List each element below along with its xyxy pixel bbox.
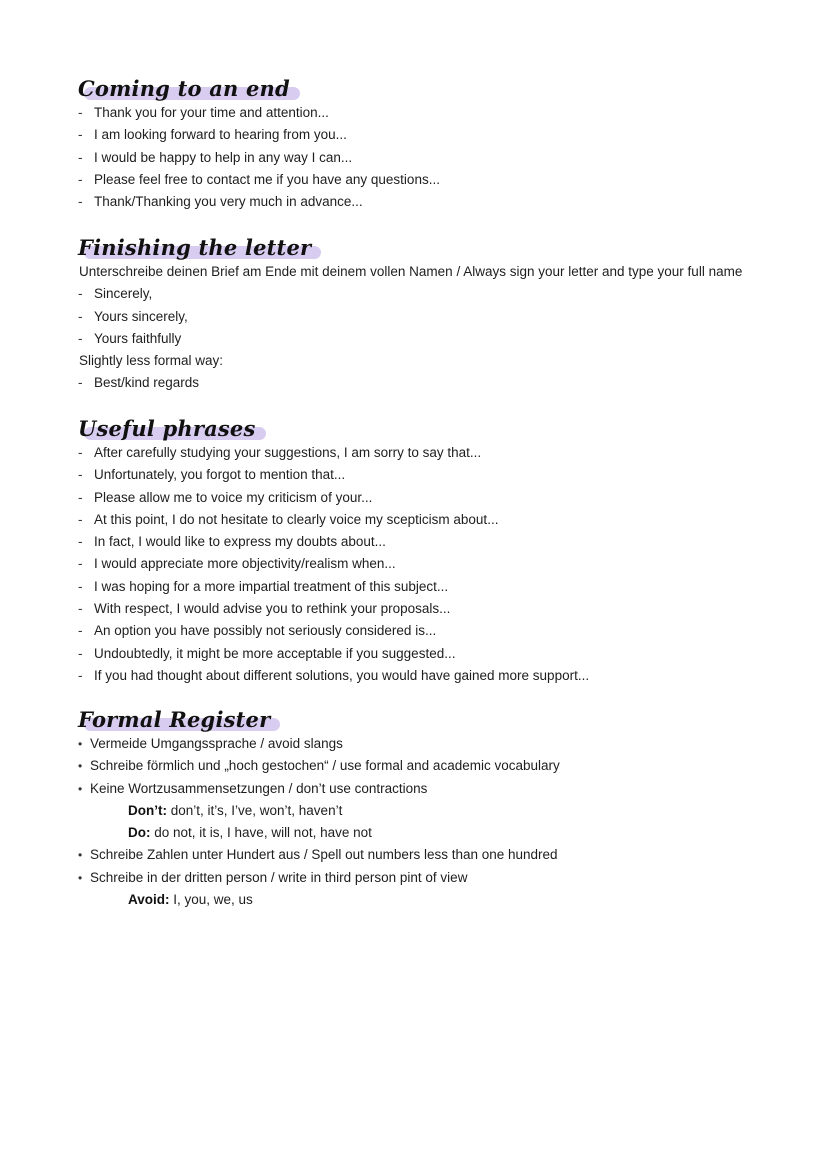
dash-marker: - (78, 105, 83, 120)
list-item: - At this point, I do not hesitate to clearly voice my scepticism about... (78, 509, 778, 531)
list-item: • Keine Wortzusammensetzungen / don’t use contractions (78, 778, 778, 800)
dash-marker: - (78, 149, 83, 165)
list-item: - Best/kind regards (78, 372, 778, 394)
bullet-marker: • (78, 759, 83, 774)
phrase-list (78, 261, 778, 395)
dash-marker: - (78, 286, 83, 302)
less-formal-label: Slightly less formal way: (79, 353, 224, 369)
intro-text: Unterschreibe deinen Brief am Ende mit deinem vollen Namen / Always sign your letter and type your full name (79, 264, 743, 279)
dash-marker: - (78, 171, 83, 187)
do-example: Do: do not, it is, I have, will not, have not (128, 825, 372, 841)
dash-marker: - (78, 645, 83, 661)
list-item: • Schreibe förmlich und „hoch gestochen“ / use formal and academic vocabulary (78, 755, 778, 777)
dash-marker: - (78, 667, 83, 683)
phrase-list (78, 442, 778, 687)
dash-marker: - (78, 375, 83, 391)
list-item: - I would appreciate more objectivity/realism when... (78, 553, 778, 575)
section-coming-to-an-end (78, 76, 778, 213)
bullet-marker: • (78, 848, 83, 863)
section-heading: Formal Register (78, 707, 274, 733)
section-heading: Useful phrases (78, 416, 260, 442)
dash-marker: - (78, 445, 83, 460)
list-item: - I would be happy to help in any way I can... (78, 147, 778, 169)
dash-marker: - (78, 556, 83, 572)
dash-marker: - (78, 127, 83, 143)
dash-marker: - (78, 308, 83, 324)
dont-example: Don’t: don’t, it’s, I’ve, won’t, haven’t (128, 802, 343, 818)
dash-marker: - (78, 623, 83, 639)
avoid-example: Avoid: I, you, we, us (128, 892, 253, 908)
list-item: • Schreibe in der dritten person / write in third person pint of view (78, 867, 778, 889)
section-heading: Finishing the letter (78, 235, 315, 261)
list-item: - Please allow me to voice my criticism of your... (78, 487, 778, 509)
list-item: - An option you have possibly not seriously considered is... (78, 620, 778, 642)
rule-list (78, 733, 778, 911)
dash-marker: - (78, 489, 83, 505)
list-item: - After carefully studying your suggestions, I am sorry to say that... (78, 442, 778, 464)
list-item: - In fact, I would like to express my doubts about... (78, 531, 778, 553)
list-item: - Sincerely, (78, 283, 778, 305)
bullet-marker: • (78, 737, 83, 751)
dash-marker: - (78, 578, 83, 594)
bullet-marker: • (78, 870, 83, 885)
dash-marker: - (78, 467, 83, 483)
section-useful-phrases (78, 416, 778, 687)
list-item: - Yours faithfully (78, 328, 778, 350)
dash-marker: - (78, 194, 83, 210)
section-heading: Coming to an end (78, 76, 294, 102)
list-item: - Thank/Thanking you very much in advance... (78, 191, 778, 213)
avoid-label: Avoid: (128, 892, 170, 908)
dash-marker: - (78, 534, 83, 550)
list-item: - If you had thought about different solutions, you would have gained more support... (78, 665, 778, 687)
section-formal-register (78, 707, 778, 911)
dash-marker: - (78, 330, 83, 346)
phrase-list (78, 102, 778, 213)
list-item: - Yours sincerely, (78, 306, 778, 328)
section-finishing-the-letter (78, 235, 778, 395)
list-item: - Unfortunately, you forgot to mention that... (78, 464, 778, 486)
dont-label: Don’t: (128, 802, 167, 818)
list-item: - With respect, I would advise you to rethink your proposals... (78, 598, 778, 620)
do-label: Do: (128, 825, 151, 841)
dash-marker: - (78, 511, 83, 527)
list-item: - I was hoping for a more impartial treatment of this subject... (78, 576, 778, 598)
list-item: - Undoubtedly, it might be more acceptable if you suggested... (78, 643, 778, 665)
list-item: - Thank you for your time and attention... (78, 102, 778, 124)
dash-marker: - (78, 601, 83, 617)
list-item: • Schreibe Zahlen unter Hundert aus / Spell out numbers less than one hundred (78, 844, 778, 866)
bullet-marker: • (78, 781, 83, 796)
list-item: - Please feel free to contact me if you have any questions... (78, 169, 778, 191)
list-item: • Vermeide Umgangssprache / avoid slangs (78, 733, 778, 755)
list-item: - I am looking forward to hearing from you... (78, 124, 778, 146)
